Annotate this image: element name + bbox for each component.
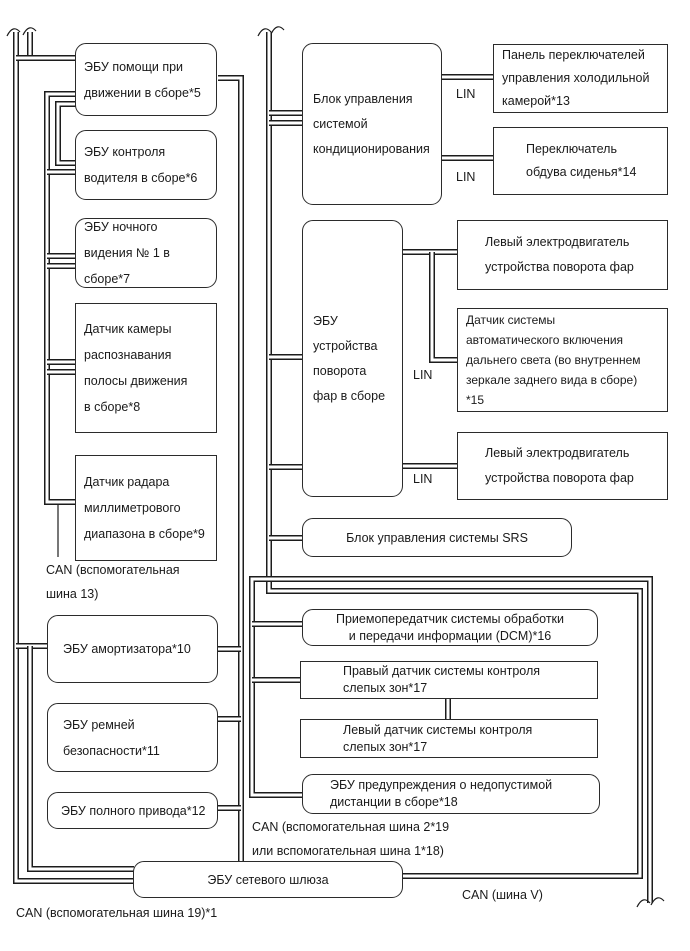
label-lin-3: LIN [413, 368, 433, 382]
node-fridge-switch-panel: Панель переключателей управления холодильной камерой*13 [493, 44, 668, 113]
node-srs-control-unit: Блок управления системы SRS [302, 518, 572, 557]
label-can-aux-bus-2-1: CAN (вспомогательная шина 2*19 или вспомогательная шина 1*18) [252, 820, 450, 858]
node-headlight-swivel-ecu: ЭБУ устройства поворота фар в сборе [302, 220, 403, 497]
label-can-aux-bus-13: CAN (вспомогательная шина 13) [46, 563, 180, 601]
node-blind-spot-sensor-left: Левый датчик системы контроля слепых зон*17 [300, 719, 598, 758]
node-ac-control-unit: Блок управления системой кондиционирования [302, 43, 442, 205]
node-seat-belt-ecu: ЭБУ ремней безопасности*11 [47, 703, 218, 772]
node-mm-radar-sensor: Датчик радара миллиметрового диапазона в сборе*9 [75, 455, 217, 561]
node-blind-spot-sensor-right: Правый датчик системы контроля слепых зон*17 [300, 661, 598, 699]
label-can-aux-bus-19: CAN (вспомогательная шина 19)*1 [16, 906, 218, 920]
label-can-bus-v: CAN (шина V) [462, 888, 543, 902]
node-gateway-ecu: ЭБУ сетевого шлюза [133, 861, 403, 898]
node-driver-monitor-ecu: ЭБУ контроля водителя в сборе*6 [75, 130, 217, 200]
node-seat-blower-switch: Переключатель обдува сиденья*14 [493, 127, 668, 195]
node-swivel-motor-left-1: Левый электродвигатель устройства поворота фар [457, 220, 668, 290]
node-dcm-transceiver: Приемопередатчик системы обработки и передачи информации (DCM)*16 [302, 609, 598, 646]
label-lin-4: LIN [413, 472, 433, 486]
node-night-view-ecu: ЭБУ ночного видения № 1 в сборе*7 [75, 218, 217, 288]
node-absorber-ecu: ЭБУ амортизатора*10 [47, 615, 218, 683]
node-awd-ecu: ЭБУ полного привода*12 [47, 792, 218, 829]
node-swivel-motor-left-2: Левый электродвигатель устройства поворота фар [457, 432, 668, 500]
label-lin-2: LIN [456, 170, 476, 184]
node-lane-camera-sensor: Датчик камеры распознавания полосы движения в сборе*8 [75, 303, 217, 433]
label-lin-1: LIN [456, 87, 476, 101]
node-auto-high-beam-sensor: Датчик системы автоматического включения дальнего света (во внутреннем зеркале заднего вида в сборе) *15 [457, 308, 668, 412]
node-drive-assist-ecu: ЭБУ помощи при движении в сборе*5 [75, 43, 217, 116]
node-distance-warning-ecu: ЭБУ предупреждения о недопустимой дистанции в сборе*18 [302, 774, 600, 814]
